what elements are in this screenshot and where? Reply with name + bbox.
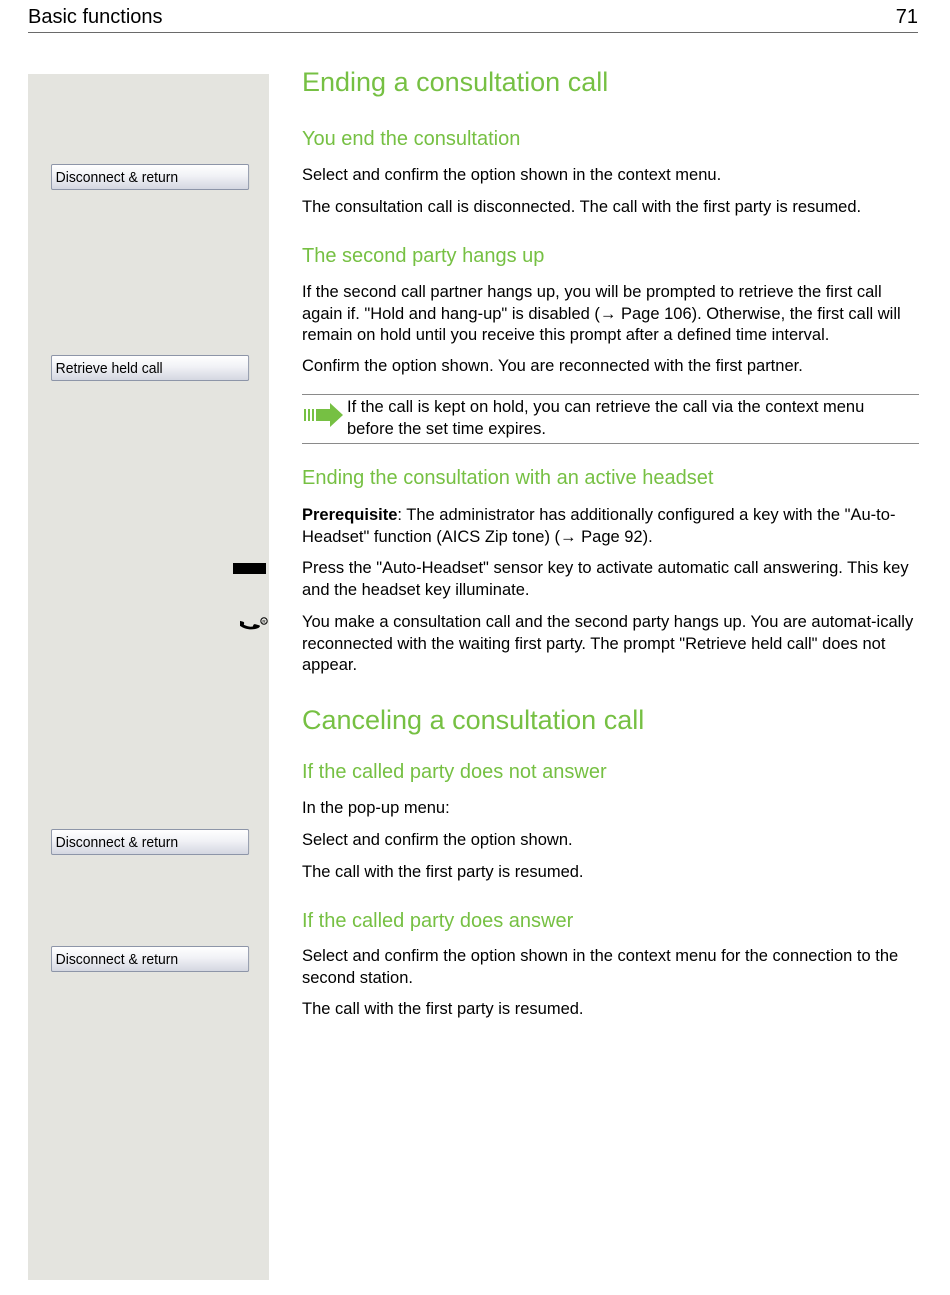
- subsection-title: Ending the consultation with an active headset: [302, 467, 714, 489]
- prerequisite-paragraph: [302, 505, 920, 548]
- header-rule: [28, 32, 918, 33]
- paragraph: The call with the first party is resumed.: [302, 1000, 584, 1018]
- prerequisite-text: : The administrator has additionally configured a key with the "Au-to-Headset" function (AICS Zip tone) (→ Page 92).: [302, 506, 896, 546]
- paragraph: Select and confirm the option shown.: [302, 831, 573, 849]
- prerequisite-label: Prerequisite: [302, 506, 398, 524]
- note-text: If the call is kept on hold, you can retrieve the call via the context menu before the set time expires.: [347, 398, 865, 438]
- running-header-title: Basic functions: [28, 6, 163, 28]
- handset-icon: [240, 615, 270, 635]
- paragraph: In the pop-up menu:: [302, 799, 450, 817]
- subsection-title: If the called party does not answer: [302, 761, 607, 783]
- paragraph: Confirm the option shown. You are reconnected with the first partner.: [302, 357, 803, 375]
- paragraph: You make a consultation call and the second party hangs up. You are automat-ically reconnected with the waiting first party. The prompt "Retrieve held call" does not appear.: [302, 613, 914, 674]
- paragraph: The consultation call is disconnected. The call with the first party is resumed.: [302, 198, 862, 216]
- note-bottom-rule: [302, 443, 919, 444]
- page-number: 71: [895, 6, 918, 28]
- paragraph: Select and confirm the option shown in the context menu for the connection to the second station.: [302, 947, 899, 987]
- sidebar-panel: [28, 74, 269, 1280]
- subsection-title: The second party hangs up: [302, 245, 545, 267]
- disconnect-return-button[interactable]: Disconnect & return: [51, 946, 249, 972]
- disconnect-return-button[interactable]: Disconnect & return: [51, 164, 249, 190]
- sensor-key-icon: [233, 563, 266, 574]
- paragraph: The call with the first party is resumed.: [302, 863, 584, 881]
- retrieve-held-call-button[interactable]: Retrieve held call: [51, 355, 249, 381]
- section-title: Canceling a consultation call: [302, 705, 645, 735]
- note-arrow-icon: [303, 401, 345, 429]
- svg-text:R: R: [262, 619, 266, 624]
- paragraph: Select and confirm the option shown in the context menu.: [302, 166, 722, 184]
- section-title: Ending a consultation call: [302, 67, 609, 97]
- subsection-title: If the called party does answer: [302, 910, 574, 932]
- paragraph: Press the "Auto-Headset" sensor key to activate automatic call answering. This key and the headset key illuminate.: [302, 559, 909, 599]
- paragraph: If the second call partner hangs up, you will be prompted to retrieve the first call again if. "Hold and hang-up" is disabled (→ Page 106). Otherwise, the first call will remain on hold until you receive this prompt after a defined time interval.: [302, 283, 901, 344]
- subsection-title: You end the consultation: [302, 128, 521, 150]
- note-top-rule: [302, 394, 919, 395]
- disconnect-return-button[interactable]: Disconnect & return: [51, 829, 249, 855]
